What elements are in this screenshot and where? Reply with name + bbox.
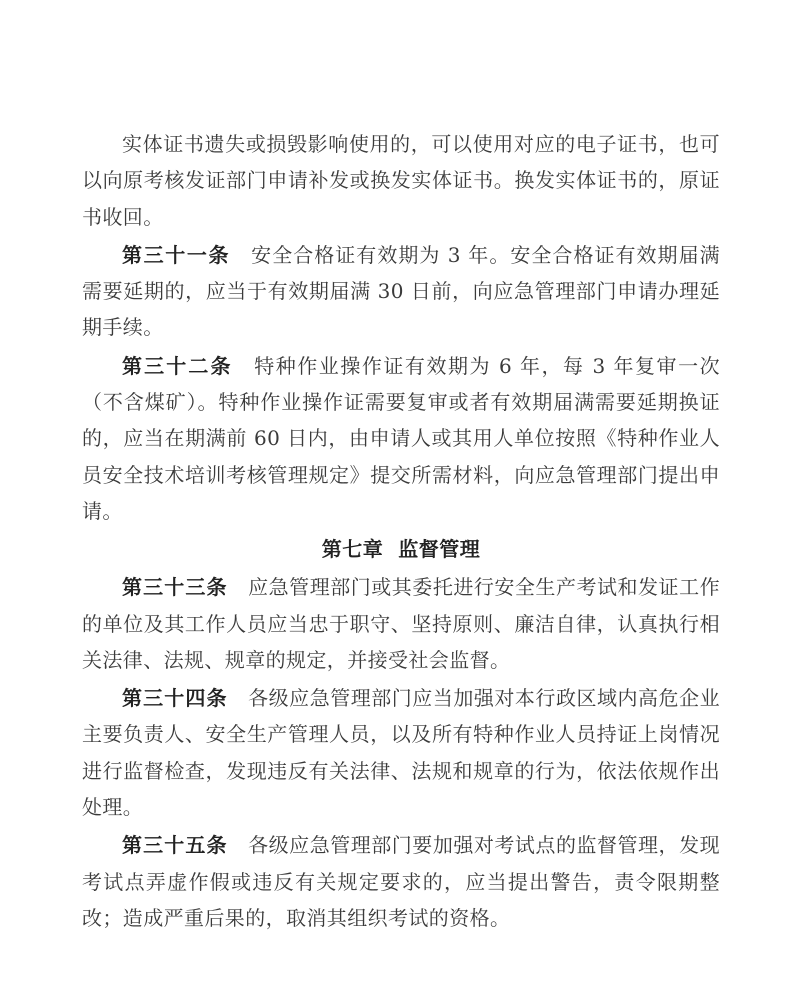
- paragraph-text: 实体证书遗失或损毁影响使用的，可以使用对应的电子证书，也可以向原考核发证部门申请补发或换发实体证书。换发实体证书的，原证书收回。: [82, 132, 720, 229]
- article-text: 各级应急管理部门要加强对考试点的监督管理，发现考试点弄虚作假或违反有关规定要求的，应当提出警告，责令限期整改；造成严重后果的，取消其组织考试的资格。: [82, 833, 721, 930]
- article-35: [82, 827, 720, 936]
- article-text: 各级应急管理部门应当加强对本行政区域内高危企业主要负责人、安全生产管理人员，以及所有特种作业人员持证上岗情况进行监督检查，发现违反有关法律、法规和规章的行为，依法依规作出处理。: [82, 686, 721, 820]
- chapter-heading: 第七章 监督管理: [321, 537, 481, 562]
- article-number: 第三十二条: [122, 353, 233, 378]
- article-number: 第三十三条: [122, 575, 228, 600]
- article-number: 第三十五条: [122, 833, 228, 858]
- article-33: [82, 569, 720, 678]
- article-text: 安全合格证有效期为 3 年。安全合格证有效期届满需要延期的，应当于有效期届满 30 日前，向应急管理部门申请办理延期手续。: [82, 242, 720, 340]
- article-number: 第三十四条: [122, 686, 228, 711]
- article-text: 特种作业操作证有效期为 6 年，每 3 年复审一次（不含煤矿）。特种作业操作证需要复审或者有效期届满需要延期换证的，应当在期满前 60 日内，由申请人或其用人单位按照《特种作业人员安全技术培训考核管理规定》提交所需材料，向应急管理部门提出申请。: [82, 353, 720, 523]
- paragraph-certificate-replacement: [82, 126, 720, 235]
- article-text: 应急管理部门或其委托进行安全生产考试和发证工作的单位及其工作人员应当忠于职守、坚持原则、廉洁自律，认真执行相关法律、法规、规章的规定，并接受社会监督。: [82, 575, 721, 672]
- article-34: [82, 680, 720, 825]
- document-body: [82, 126, 720, 938]
- article-number: 第三十一条: [122, 242, 231, 267]
- article-31: [82, 237, 720, 346]
- article-32: [82, 348, 720, 529]
